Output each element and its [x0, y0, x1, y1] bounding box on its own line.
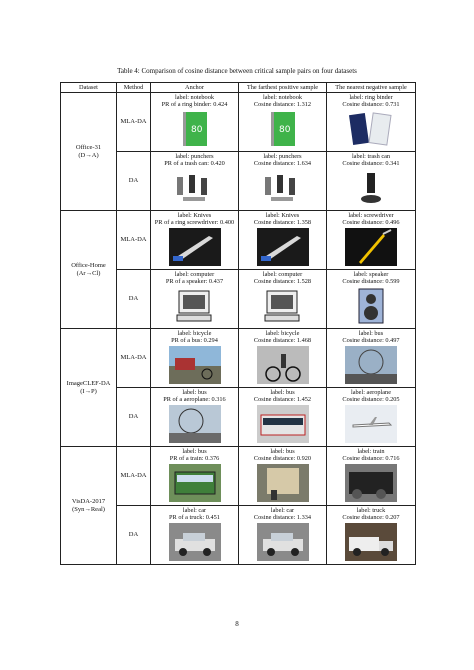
positive-score-text: Cosine distance: 1.334	[253, 514, 312, 522]
negative-score-text: Cosine distance: 0.599	[342, 278, 400, 286]
ferris-wheel-image	[169, 405, 221, 443]
method-cell: MLA-DA	[117, 211, 151, 270]
method-cell: DA	[117, 506, 151, 565]
positive-label-text: label: car	[270, 507, 295, 514]
dataset-direction: (I→P)	[80, 387, 97, 395]
table-row	[61, 329, 416, 388]
negative-score-text: Cosine distance: 0.497	[342, 337, 400, 345]
positive-cell	[239, 93, 327, 152]
negative-score-text: Cosine distance: 0.207	[342, 514, 400, 522]
notebook-image	[257, 110, 309, 148]
speaker-image	[345, 287, 397, 325]
dataset-direction: (D→A)	[78, 151, 99, 159]
negative-score-text: Cosine distance: 0.716	[342, 455, 400, 463]
dataset-name: Office-31	[75, 144, 102, 152]
dataset-direction: (Syn→Real)	[72, 505, 105, 513]
positive-cell	[239, 329, 327, 388]
anchor-score-text: PR of a speaker: 0.437	[165, 278, 224, 286]
aeroplane-image	[345, 405, 397, 443]
negative-label-text: label: train	[357, 448, 385, 455]
punchers-image	[257, 169, 309, 207]
bus-ferris-wheel-image	[345, 346, 397, 384]
bicycle-scene-image	[169, 346, 221, 384]
anchor-cell	[151, 506, 239, 565]
negative-label-text: label: screwdriver	[348, 212, 394, 219]
dataset-cell	[61, 329, 117, 447]
anchor-cell	[151, 152, 239, 211]
anchor-cell	[151, 388, 239, 447]
svg-text:80: 80	[190, 125, 202, 136]
negative-score-text: Cosine distance: 0.205	[342, 396, 400, 404]
bus-image	[257, 405, 309, 443]
header-dataset: Dataset	[61, 83, 117, 93]
anchor-label-text: label: notebook	[175, 94, 214, 101]
anchor-label-text: label: bicycle	[177, 330, 212, 337]
comparison-table	[60, 82, 416, 565]
svg-text:80: 80	[278, 125, 290, 136]
negative-label-text: label: ring binder	[349, 94, 393, 101]
negative-cell	[327, 388, 416, 447]
positive-score-text: Cosine distance: 1.312	[253, 101, 312, 109]
anchor-score-text: PR of a ring binder: 0.424	[161, 101, 228, 109]
table-row	[61, 211, 416, 270]
anchor-score-text: PR of a train: 0.376	[169, 455, 220, 463]
table-body	[61, 93, 416, 565]
header-method: Method	[117, 83, 151, 93]
anchor-cell	[151, 329, 239, 388]
computer-image	[257, 287, 309, 325]
positive-score-text: Cosine distance: 1.468	[253, 337, 312, 345]
anchor-cell	[151, 211, 239, 270]
positive-cell	[239, 270, 327, 329]
anchor-label-text: label: bus	[182, 448, 207, 455]
train-image	[345, 464, 397, 502]
dataset-direction: (Ar→Cl)	[76, 269, 101, 277]
positive-label-text: label: notebook	[263, 94, 302, 101]
truck-image	[345, 523, 397, 561]
negative-score-text: Cosine distance: 0.496	[342, 219, 400, 227]
anchor-cell	[151, 93, 239, 152]
table-row	[61, 93, 416, 152]
positive-cell	[239, 506, 327, 565]
negative-score-text: Cosine distance: 0.341	[342, 160, 400, 168]
anchor-score-text: PR of a aeroplane: 0.316	[163, 396, 226, 404]
negative-label-text: label: bus	[358, 330, 384, 337]
anchor-score-text: PR of a truck: 0.451	[169, 514, 220, 522]
positive-score-text: Cosine distance: 1.528	[253, 278, 312, 286]
positive-label-text: label: bus	[270, 448, 295, 455]
anchor-score-text: PR of a trash can: 0.420	[164, 160, 225, 168]
method-cell: DA	[117, 388, 151, 447]
negative-cell	[327, 152, 416, 211]
method-cell: DA	[117, 152, 151, 211]
car-image	[169, 523, 221, 561]
positive-cell	[239, 447, 327, 506]
positive-label-text: label: bicycle	[265, 330, 300, 337]
negative-cell	[327, 211, 416, 270]
dataset-name: VisDA-2017	[71, 498, 106, 506]
method-cell: MLA-DA	[117, 447, 151, 506]
anchor-label-text: label: computer	[174, 271, 215, 278]
positive-score-text: Cosine distance: 1.634	[253, 160, 312, 168]
bicycle-image	[257, 346, 309, 384]
positive-label-text: label: computer	[262, 271, 303, 278]
negative-score-text: Cosine distance: 0.731	[342, 101, 400, 109]
anchor-cell	[151, 447, 239, 506]
negative-label-text: label: aeroplane	[350, 389, 392, 396]
negative-cell	[327, 447, 416, 506]
anchor-label-text: label: bus	[182, 389, 207, 396]
anchor-label-text: label: Knives	[177, 212, 212, 219]
knife-image	[257, 228, 309, 266]
dataset-cell	[61, 447, 117, 565]
dataset-name: Office-Home	[71, 262, 106, 270]
table-caption: Table 4: Comparison of cosine distance between critical sample pairs on four datasets	[117, 67, 357, 75]
anchor-score-text: PR of a bus: 0.294	[171, 337, 218, 345]
positive-score-text: Cosine distance: 0.920	[253, 455, 312, 463]
method-cell: DA	[117, 270, 151, 329]
positive-label-text: label: bus	[270, 389, 295, 396]
bus-street-image	[257, 464, 309, 502]
header-farthest-positive: The farthest positive sample	[239, 83, 327, 93]
notebook-image	[169, 110, 221, 148]
negative-cell	[327, 270, 416, 329]
negative-label-text: label: truck	[356, 507, 386, 514]
anchor-label-text: label: car	[182, 507, 207, 514]
page-number: 8	[235, 620, 239, 628]
knife-image	[169, 228, 221, 266]
table-header-row	[61, 83, 416, 93]
positive-score-text: Cosine distance: 1.358	[253, 219, 312, 227]
positive-score-text: Cosine distance: 1.452	[253, 396, 312, 404]
dataset-cell	[61, 211, 117, 329]
method-cell: MLA-DA	[117, 329, 151, 388]
negative-cell	[327, 329, 416, 388]
screwdriver-image	[345, 228, 397, 266]
punchers-image	[169, 169, 221, 207]
negative-cell	[327, 506, 416, 565]
dataset-name: ImageCLEF-DA	[66, 380, 111, 388]
trash-can-image	[345, 169, 397, 207]
negative-label-text: label: trash can	[351, 153, 391, 160]
negative-cell	[327, 93, 416, 152]
green-bus-image	[169, 464, 221, 502]
negative-label-text: label: speaker	[353, 271, 389, 278]
anchor-cell	[151, 270, 239, 329]
dataset-cell	[61, 93, 117, 211]
header-anchor: Anchor	[151, 83, 239, 93]
anchor-label-text: label: punchers	[175, 153, 214, 160]
positive-cell	[239, 388, 327, 447]
method-cell: MLA-DA	[117, 93, 151, 152]
ring-binder-image	[345, 110, 397, 148]
positive-label-text: label: Knives	[265, 212, 300, 219]
table-row	[61, 447, 416, 506]
positive-label-text: label: punchers	[263, 153, 302, 160]
computer-image	[169, 287, 221, 325]
anchor-score-text: PR of a ring screwdriver: 0.400	[154, 219, 235, 227]
positive-cell	[239, 152, 327, 211]
header-nearest-negative: The nearest negative sample	[327, 83, 416, 93]
positive-cell	[239, 211, 327, 270]
car-image	[257, 523, 309, 561]
